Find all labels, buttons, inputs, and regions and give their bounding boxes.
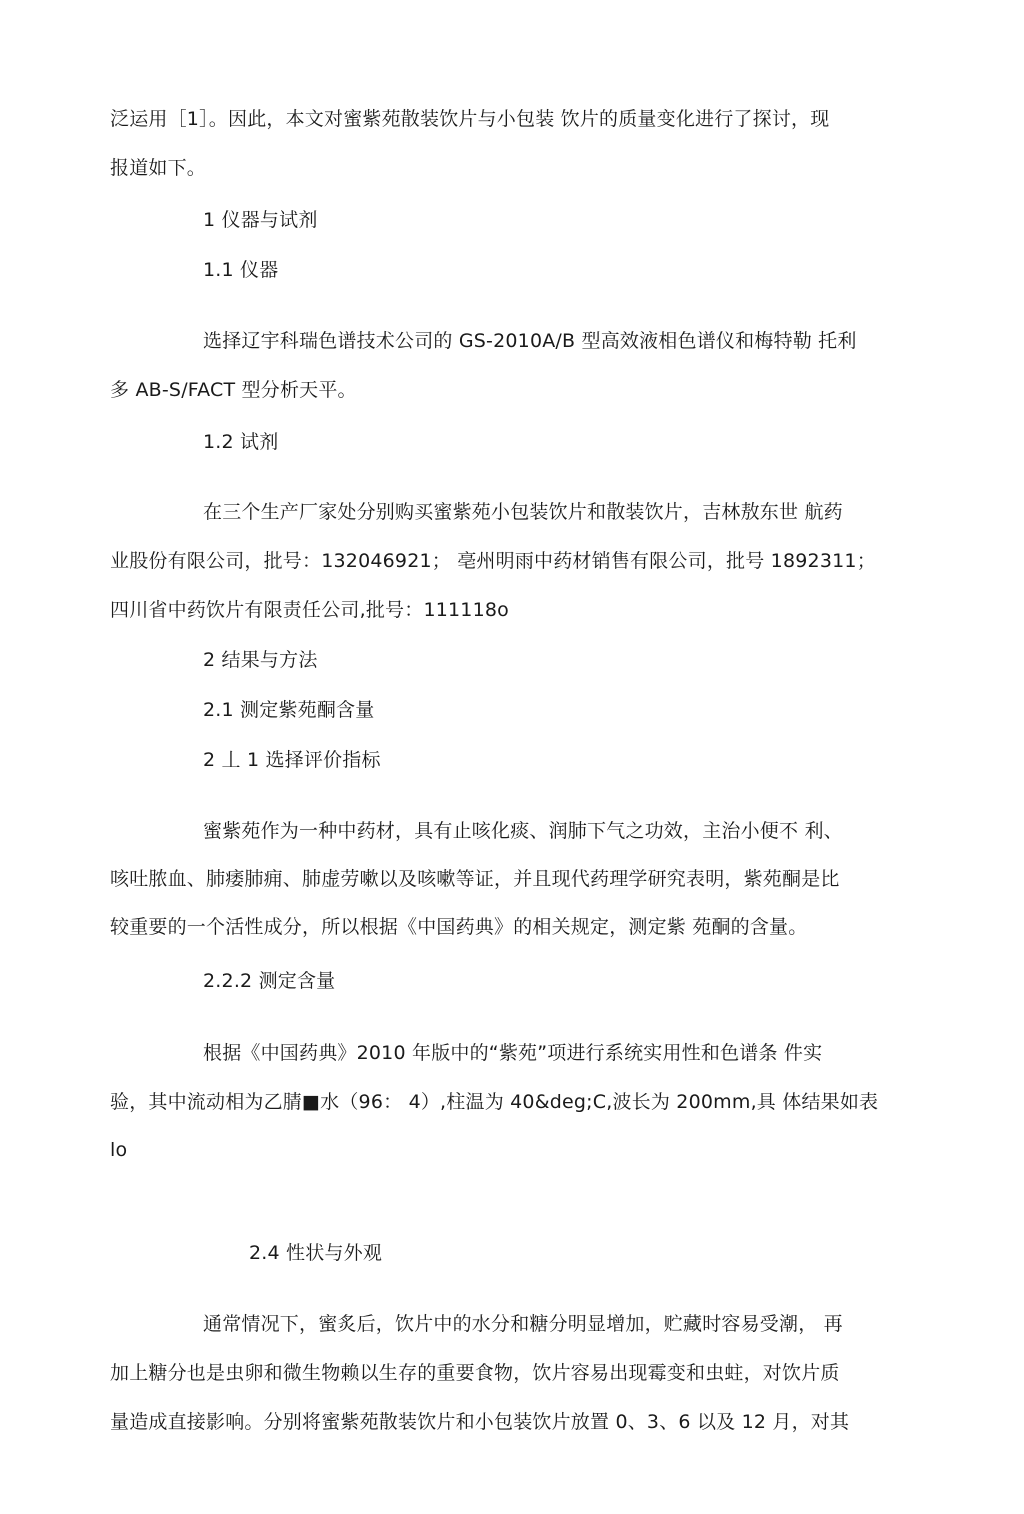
subsection-heading: 2.1 测定紫苑酮含量 [203, 699, 375, 721]
paragraph-line: 量造成直接影响。分别将蜜紫苑散装饮片和小包装饮片放置 0、3、6 以及 12 月，对其 [110, 1411, 850, 1433]
section-heading: 1 仪器与试剂 [203, 209, 318, 231]
paragraph-line: 多 AB-S/FACT 型分析天平。 [110, 379, 357, 401]
paragraph-line: 泛运用［1］。因此，本文对蜜紫苑散装饮片与小包装 饮片的质量变化进行了探讨，现 [110, 108, 830, 130]
paragraph-line: 较重要的一个活性成分，所以根据《中国药典》的相关规定，测定紫 苑酮的含量。 [110, 916, 808, 938]
paragraph-line: lo [110, 1139, 128, 1161]
paragraph-line: 报道如下。 [110, 157, 207, 179]
subsection-heading: 1.1 仪器 [203, 259, 279, 281]
paragraph-line: 蜜紫苑作为一种中药材，具有止咳化痰、润肺下气之功效，主治小便不 利、 [203, 820, 843, 842]
paragraph-line: 选择辽宇科瑞色谱技术公司的 GS-2010A/B 型高效液相色谱仪和梅特勒 托利 [203, 330, 857, 352]
paragraph-line: 加上糖分也是虫卵和微生物赖以生存的重要食物，饮片容易出现霉变和虫蛀，对饮片质 [110, 1362, 840, 1384]
paragraph-line: 在三个生产厂家处分别购买蜜紫苑小包装饮片和散装饮片，吉林敖东世 航药 [203, 501, 843, 523]
subsection-heading: 2.4 性状与外观 [249, 1242, 383, 1264]
paragraph-line: 根据《中国药典》2010 年版中的“紫苑”项进行系统实用性和色谱条 件实 [203, 1042, 823, 1064]
paragraph-line: 验，其中流动相为乙腈■水（96： 4）,柱温为 40&deg;C,波长为 200mm,具 体结果如表 [110, 1091, 879, 1113]
section-heading: 2 结果与方法 [203, 649, 318, 671]
subsection-heading: 2 丄 1 选择评价指标 [203, 749, 381, 771]
paragraph-line: 咳吐脓血、肺痿肺痈、肺虚劳嗽以及咳嗽等证，并且现代药理学研究表明，紫苑酮是比 [110, 868, 840, 890]
paragraph-line: 四川省中药饮片有限责任公司,批号：111118o [110, 599, 509, 621]
subsection-heading: 2.2.2 测定含量 [203, 970, 336, 992]
paragraph-line: 通常情况下，蜜炙后，饮片中的水分和糖分明显增加，贮藏时容易受潮， 再 [203, 1313, 843, 1335]
subsection-heading: 1.2 试剂 [203, 431, 279, 453]
paragraph-line: 业股份有限公司，批号：132046921； 亳州明雨中药材销售有限公司，批号 1892311； [110, 550, 876, 572]
